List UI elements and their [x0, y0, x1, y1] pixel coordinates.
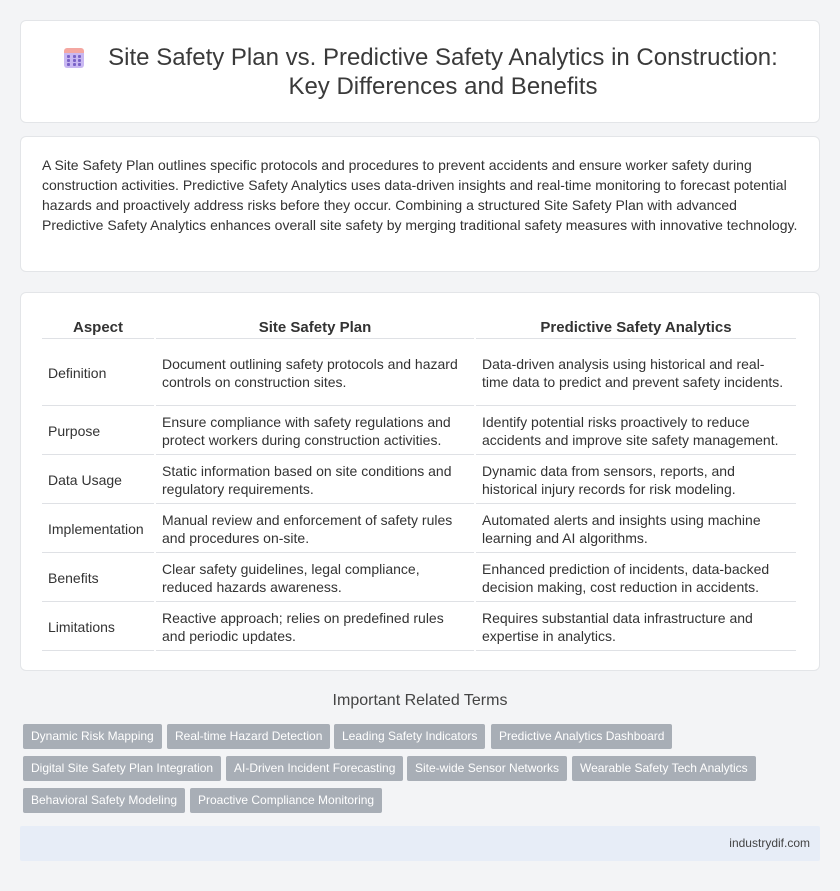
header-predictive-safety-analytics: Predictive Safety Analytics [476, 315, 796, 339]
title-card [20, 20, 820, 123]
header-aspect: Aspect [42, 315, 154, 339]
table-row [42, 555, 796, 602]
footer-site-link[interactable]: industrydif.com [729, 836, 810, 850]
row-predictive-analytics: Requires substantial data infrastructure and expertise in analytics. [476, 604, 796, 651]
calendar-icon [62, 46, 86, 70]
related-term-tag[interactable]: Digital Site Safety Plan Integration [23, 756, 221, 781]
row-predictive-analytics: Enhanced prediction of incidents, data-backed decision making, cost reduction in accidents. [476, 555, 796, 602]
row-aspect: Data Usage [42, 457, 154, 504]
page-title-line2: Key Differences and Benefits [288, 72, 598, 100]
row-aspect: Implementation [42, 506, 154, 553]
related-term-tag[interactable]: Proactive Compliance Monitoring [190, 788, 382, 813]
related-term-tag[interactable]: AI-Driven Incident Forecasting [226, 756, 403, 781]
related-term-tag[interactable]: Dynamic Risk Mapping [23, 724, 162, 749]
related-term-tag[interactable]: Site-wide Sensor Networks [407, 756, 567, 781]
table-row [42, 506, 796, 553]
related-terms-title: Important Related Terms [332, 692, 508, 709]
header-site-safety-plan: Site Safety Plan [156, 315, 474, 339]
row-aspect: Purpose [42, 408, 154, 455]
row-aspect: Benefits [42, 555, 154, 602]
page-title [108, 43, 778, 101]
related-term-tag[interactable]: Wearable Safety Tech Analytics [572, 756, 756, 781]
related-term-tag[interactable]: Predictive Analytics Dashboard [491, 724, 672, 749]
row-predictive-analytics: Dynamic data from sensors, reports, and historical injury records for risk modeling. [476, 457, 796, 504]
comparison-table-card [20, 292, 820, 671]
row-site-safety-plan: Manual review and enforcement of safety rules and procedures on-site. [156, 506, 474, 553]
intro-text: A Site Safety Plan outlines specific protocols and procedures to prevent accidents and ensure worker safety during construction activities. Predictive Safety Analytics uses data-driven insights and real-time monitoring to forecast potential hazards and proactively address risks before they occur. Combining a structured Site Safety Plan with advanced Predictive Safety Analytics enhances overall site safety by merging traditional safety measures with innovative technology. [42, 157, 798, 233]
related-term-tag[interactable]: Leading Safety Indicators [334, 724, 485, 749]
table-header-row [42, 315, 796, 339]
row-site-safety-plan: Clear safety guidelines, legal compliance, reduced hazards awareness. [156, 555, 474, 602]
row-predictive-analytics: Automated alerts and insights using machine learning and AI algorithms. [476, 506, 796, 553]
footer [20, 826, 820, 861]
table-row [42, 408, 796, 455]
comparison-table [40, 313, 798, 653]
related-term-tag[interactable]: Behavioral Safety Modeling [23, 788, 185, 813]
row-site-safety-plan: Document outlining safety protocols and hazard controls on construction sites. [156, 341, 474, 406]
intro-card [20, 136, 820, 272]
row-site-safety-plan: Static information based on site conditions and regulatory requirements. [156, 457, 474, 504]
row-aspect: Limitations [42, 604, 154, 651]
table-row [42, 341, 796, 406]
table-row [42, 604, 796, 651]
row-predictive-analytics: Identify potential risks proactively to reduce accidents and improve site safety management. [476, 408, 796, 455]
row-aspect: Definition [42, 341, 154, 406]
row-site-safety-plan: Reactive approach; relies on predefined rules and periodic updates. [156, 604, 474, 651]
row-site-safety-plan: Ensure compliance with safety regulations and protect workers during construction activities. [156, 408, 474, 455]
row-predictive-analytics: Data-driven analysis using historical and real-time data to predict and prevent safety incidents. [476, 341, 796, 406]
related-term-tag[interactable]: Real-time Hazard Detection [167, 724, 330, 749]
table-row [42, 457, 796, 504]
page-title-line1: Site Safety Plan vs. Predictive Safety Analytics in Construction: [108, 43, 778, 71]
